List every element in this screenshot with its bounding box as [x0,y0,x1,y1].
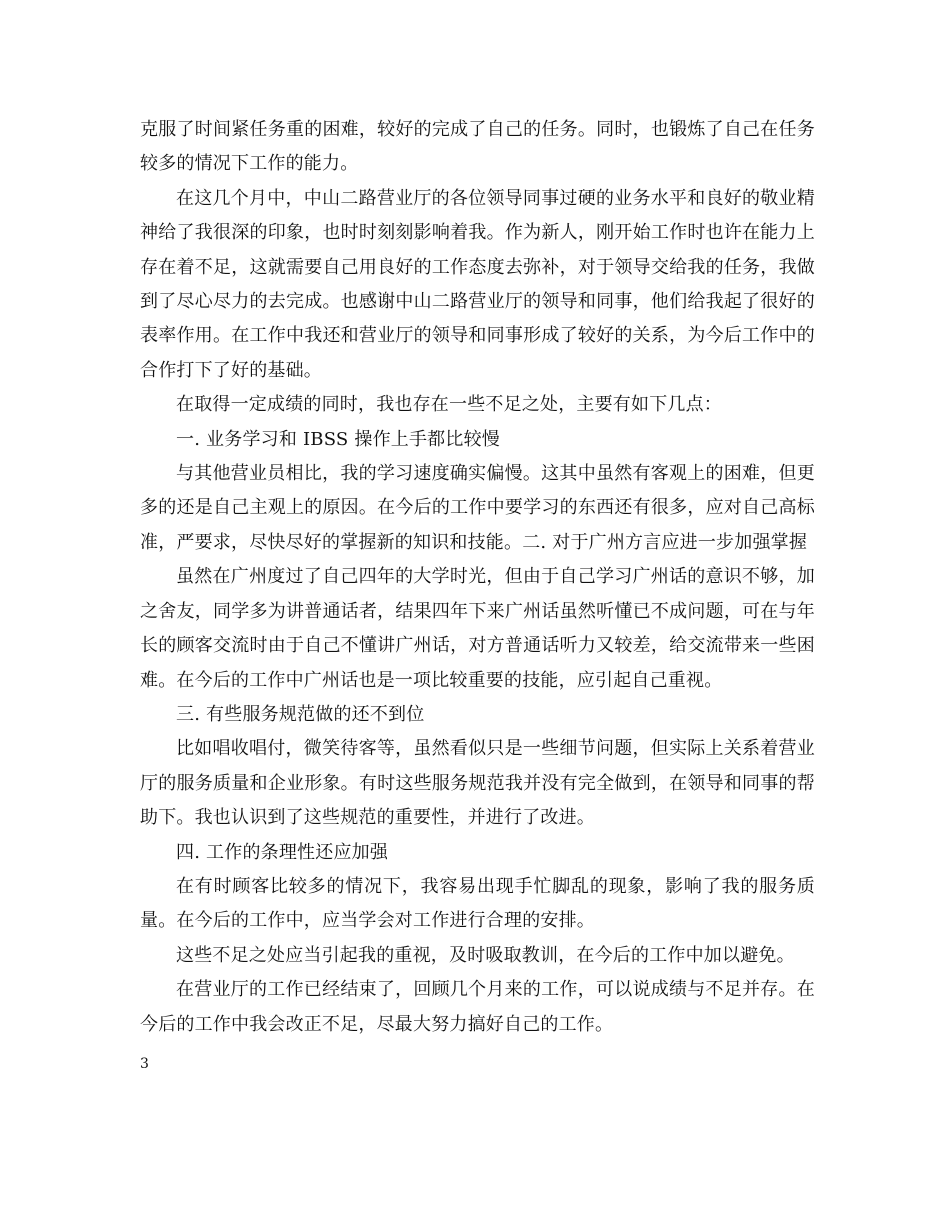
body-text [140,113,815,1042]
paragraph: 在这几个月中，中山二路营业厅的各位领导同事过硬的业务水平和良好的敬业精神给了我很深的印象，也时时刻刻影响着我。作为新人，刚开始工作时也许在能力上存在着不足，这就需要自己用良好的工作态度去弥补，对于领导交给我的任务，我做到了尽心尽力的去完成。也感谢中山二路营业厅的领导和同事，他们给我起了很好的表率作用。在工作中我还和营业厅的领导和同事形成了较好的关系，为今后工作中的合作打下了好的基础。 [140,187,815,381]
page-number: 3 [140,1056,149,1072]
paragraph: 这些不足之处应当引起我的重视，及时吸取教训，在今后的工作中加以避免。 [176,944,795,966]
section-heading: 三. 有些服务规范做的还不到位 [176,703,425,725]
paragraph: 在取得一定成绩的同时，我也存在一些不足之处，主要有如下几点： [176,394,722,416]
section-heading: 四. 工作的条理性还应加强 [176,841,389,863]
paragraph: 在有时顾客比较多的情况下，我容易出现手忙脚乱的现象，影响了我的服务质量。在今后的工作中，应当学会对工作进行合理的安排。 [140,875,815,932]
paragraph: 比如唱收唱付，微笑待客等，虽然看似只是一些细节问题，但实际上关系着营业厅的服务质量和企业形象。有时这些服务规范我并没有完全做到，在领导和同事的帮助下。我也认识到了这些规范的重要性，并进行了改进。 [140,738,815,829]
paragraph: 虽然在广州度过了自己四年的大学时光，但由于自己学习广州话的意识不够，加之舍友，同学多为讲普通话者，结果四年下来广州话虽然听懂已不成问题，可在与年长的顾客交流时由于自己不懂讲广州话，对方普通话听力又较差，给交流带来一些困难。在今后的工作中广州话也是一项比较重要的技能，应引起自己重视。 [140,566,815,691]
paragraph: 克服了时间紧任务重的困难，较好的完成了自己的任务。同时，也锻炼了自己在任务较多的情况下工作的能力。 [140,119,815,175]
paragraph: 在营业厅的工作已经结束了，回顾几个月来的工作，可以说成绩与不足并存。在今后的工作中我会改正不足，尽最大努力搞好自己的工作。 [140,979,815,1035]
section-heading: 一. 业务学习和 IBSS 操作上手都比较慢 [176,428,500,450]
paragraph: 与其他营业员相比，我的学习速度确实偏慢。这其中虽然有客观上的困难，但更多的还是自己主观上的原因。在今后的工作中要学习的东西还有很多，应对自己高标准，严要求，尽快尽好的掌握新的知识和技能。二. 对于广州方言应进一步加强掌握 [140,463,815,553]
